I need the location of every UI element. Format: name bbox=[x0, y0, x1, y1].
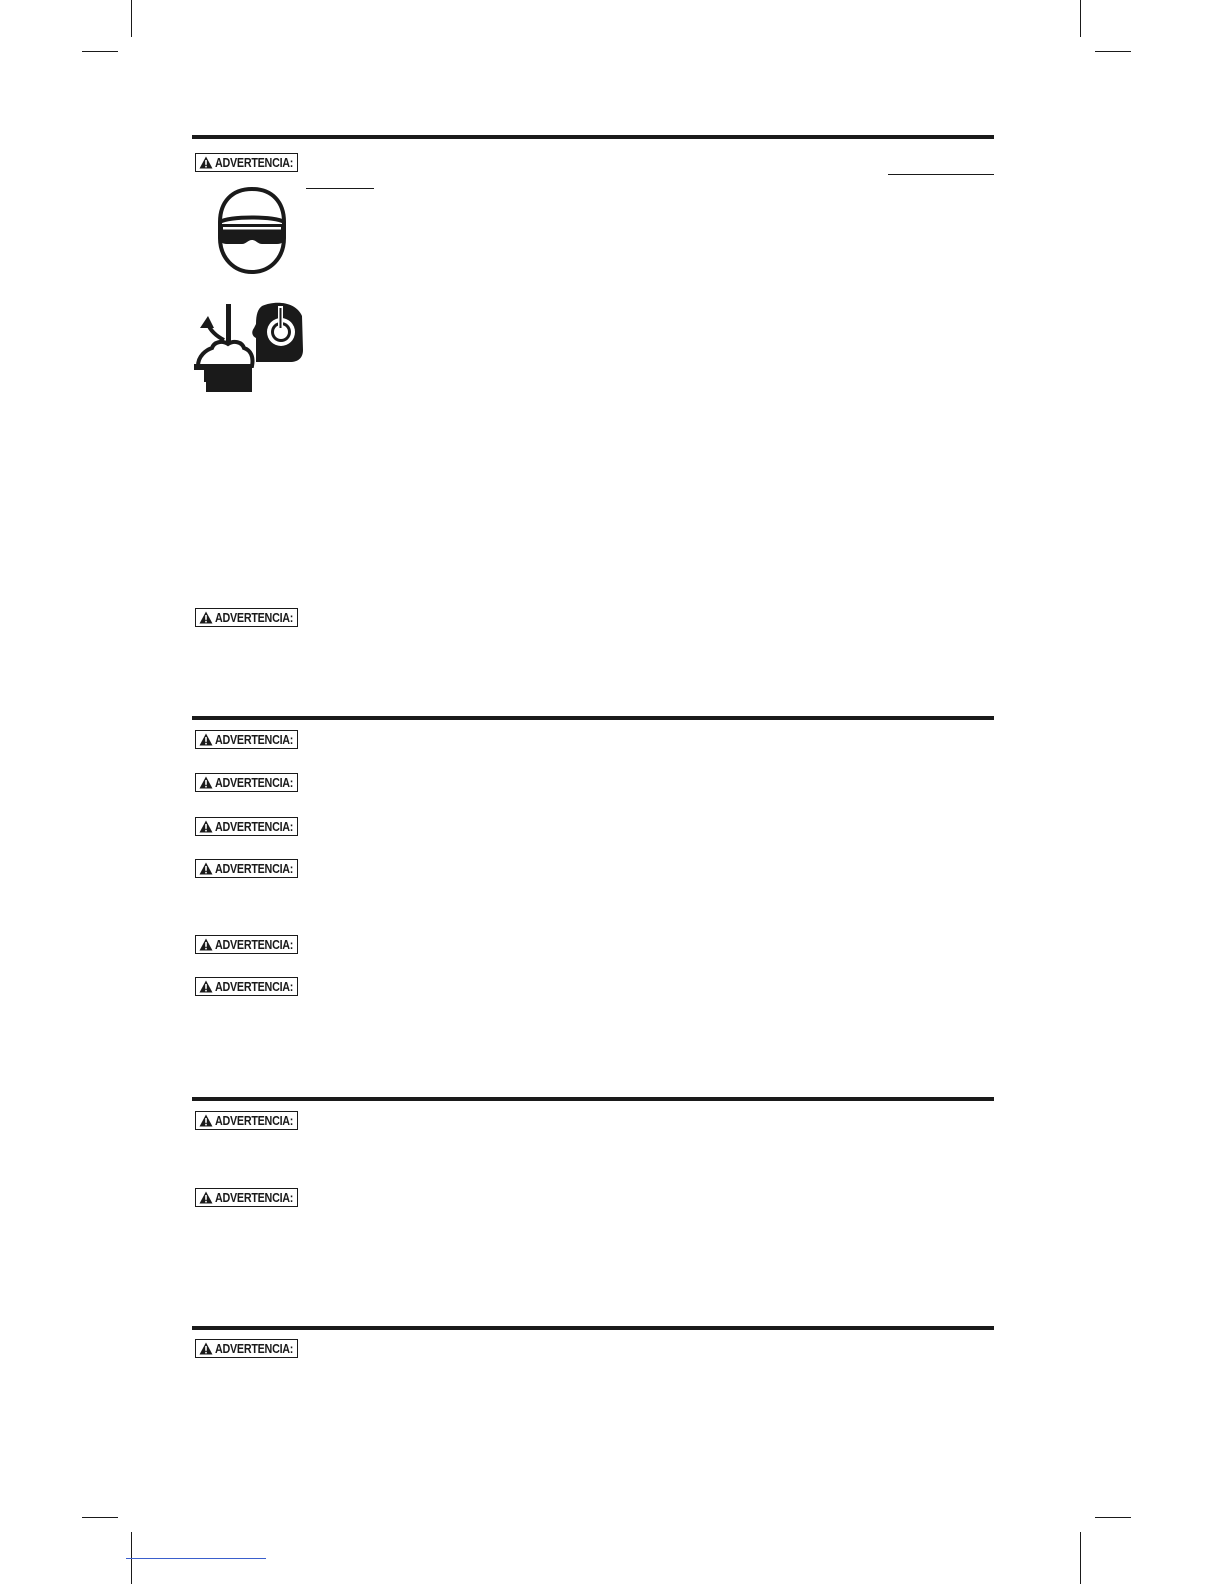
crop-mark-bottom-right-vertical bbox=[1080, 1532, 1081, 1584]
section-rule-1 bbox=[192, 135, 994, 139]
warning-badge-label: ADVERTENCIA: bbox=[215, 1113, 294, 1128]
underline-fragment-left bbox=[306, 188, 374, 189]
underline-fragment-right bbox=[888, 174, 994, 175]
warning-badge-label: ADVERTENCIA: bbox=[215, 1190, 294, 1205]
warning-triangle-icon bbox=[199, 1191, 213, 1204]
warning-badge-label: ADVERTENCIA: bbox=[215, 861, 294, 876]
warning-badge-10 bbox=[195, 1188, 298, 1207]
warning-badge-label: ADVERTENCIA: bbox=[215, 155, 294, 170]
crop-mark-top-left-horizontal bbox=[82, 51, 118, 52]
warning-badge-label: ADVERTENCIA: bbox=[215, 610, 294, 625]
section-rule-4 bbox=[192, 1326, 994, 1330]
warning-triangle-icon bbox=[199, 1342, 213, 1355]
warning-badge-label: ADVERTENCIA: bbox=[215, 937, 294, 952]
warning-badge-5 bbox=[195, 817, 298, 836]
warning-badge-8 bbox=[195, 977, 298, 996]
crop-mark-top-left-vertical bbox=[131, 0, 132, 37]
crop-mark-bottom-left-horizontal bbox=[82, 1517, 118, 1518]
warning-triangle-icon bbox=[199, 820, 213, 833]
warning-badge-7 bbox=[195, 935, 298, 954]
warning-badge-label: ADVERTENCIA: bbox=[215, 979, 294, 994]
warning-badge-label: ADVERTENCIA: bbox=[215, 1341, 294, 1356]
warning-badge-11 bbox=[195, 1339, 298, 1358]
warning-triangle-icon bbox=[199, 938, 213, 951]
dust-mask-hearing-protection-icon bbox=[190, 300, 306, 394]
warning-triangle-icon bbox=[199, 980, 213, 993]
warning-badge-label: ADVERTENCIA: bbox=[215, 775, 294, 790]
warning-badge-9 bbox=[195, 1111, 298, 1130]
crop-mark-top-right-vertical bbox=[1080, 0, 1081, 37]
warning-badge-label: ADVERTENCIA: bbox=[215, 732, 294, 747]
warning-badge-label: ADVERTENCIA: bbox=[215, 819, 294, 834]
warning-triangle-icon bbox=[199, 776, 213, 789]
section-rule-3 bbox=[192, 1097, 994, 1101]
safety-goggles-face-icon bbox=[214, 186, 290, 276]
section-rule-2 bbox=[192, 716, 994, 720]
warning-triangle-icon bbox=[199, 611, 213, 624]
warning-badge-4 bbox=[195, 773, 298, 792]
warning-badge-1 bbox=[195, 153, 298, 172]
warning-triangle-icon bbox=[199, 1114, 213, 1127]
warning-triangle-icon bbox=[199, 862, 213, 875]
crop-mark-top-right-horizontal bbox=[1095, 51, 1131, 52]
warning-badge-6 bbox=[195, 859, 298, 878]
bottom-accent-line bbox=[126, 1558, 266, 1559]
warning-triangle-icon bbox=[199, 156, 213, 169]
warning-badge-3 bbox=[195, 730, 298, 749]
warning-badge-2 bbox=[195, 608, 298, 627]
warning-triangle-icon bbox=[199, 733, 213, 746]
crop-mark-bottom-right-horizontal bbox=[1095, 1517, 1131, 1518]
